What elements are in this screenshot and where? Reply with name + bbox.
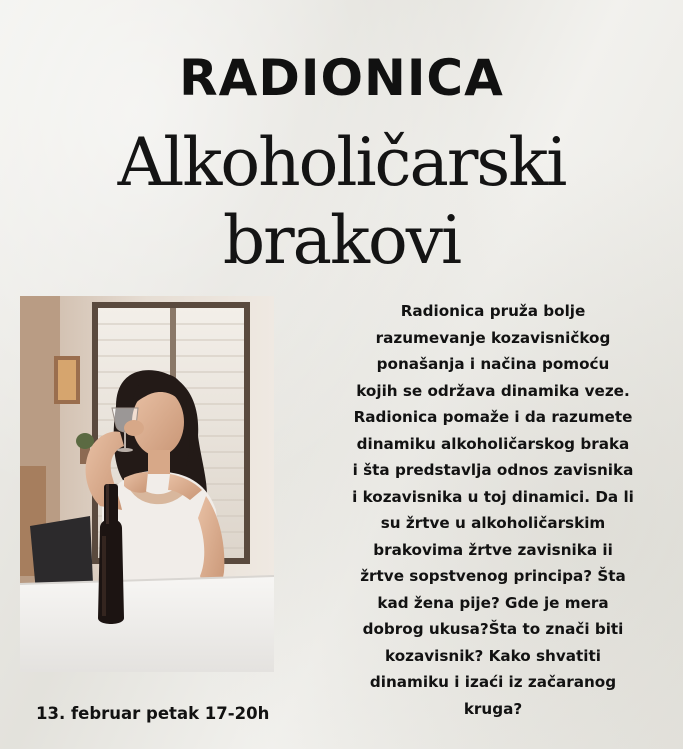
description-line: i šta predstavlja odnos zavisnika bbox=[352, 461, 634, 479]
subtitle-line-2: brakovi bbox=[222, 202, 461, 279]
description-line: kad žena pije? Gde je mera bbox=[377, 593, 609, 612]
description-line: razumevanje kozavisničkog bbox=[375, 328, 611, 347]
description-line: brakovima žrtve zavisnika ii bbox=[373, 540, 613, 559]
description-line: ponašanja i načina pomoću bbox=[376, 355, 610, 373]
workshop-description bbox=[308, 298, 678, 722]
description-line: su žrtve u alkoholičarskim bbox=[380, 514, 606, 532]
workshop-subtitle bbox=[0, 124, 683, 280]
event-date: 13. februar petak 17-20h bbox=[36, 704, 270, 723]
description-line: dobrog ukusa?Šta to znači biti bbox=[362, 620, 624, 638]
description-line: žrtve sopstvenog principa? Šta bbox=[360, 567, 626, 585]
subtitle-line-1: Alkoholičarski bbox=[117, 124, 566, 201]
description-line: dinamiku alkoholičarskog braka bbox=[356, 434, 630, 453]
description-line: i kozavisnika u toj dinamici. Da li bbox=[352, 487, 634, 506]
description-line: kozavisnik? Kako shvatiti bbox=[385, 646, 601, 665]
description-line: kojih se održava dinamika veze. bbox=[356, 381, 630, 400]
woman-drinking-wine-photo bbox=[20, 296, 274, 672]
description-line: kruga? bbox=[463, 699, 523, 718]
description-line: dinamiku i izaći iz začaranog bbox=[369, 673, 617, 691]
description-line: Radionica pomaže i da razumete bbox=[353, 408, 633, 426]
description-line: Radionica pruža bolje bbox=[400, 302, 586, 320]
page-title: RADIONICA bbox=[179, 49, 504, 107]
